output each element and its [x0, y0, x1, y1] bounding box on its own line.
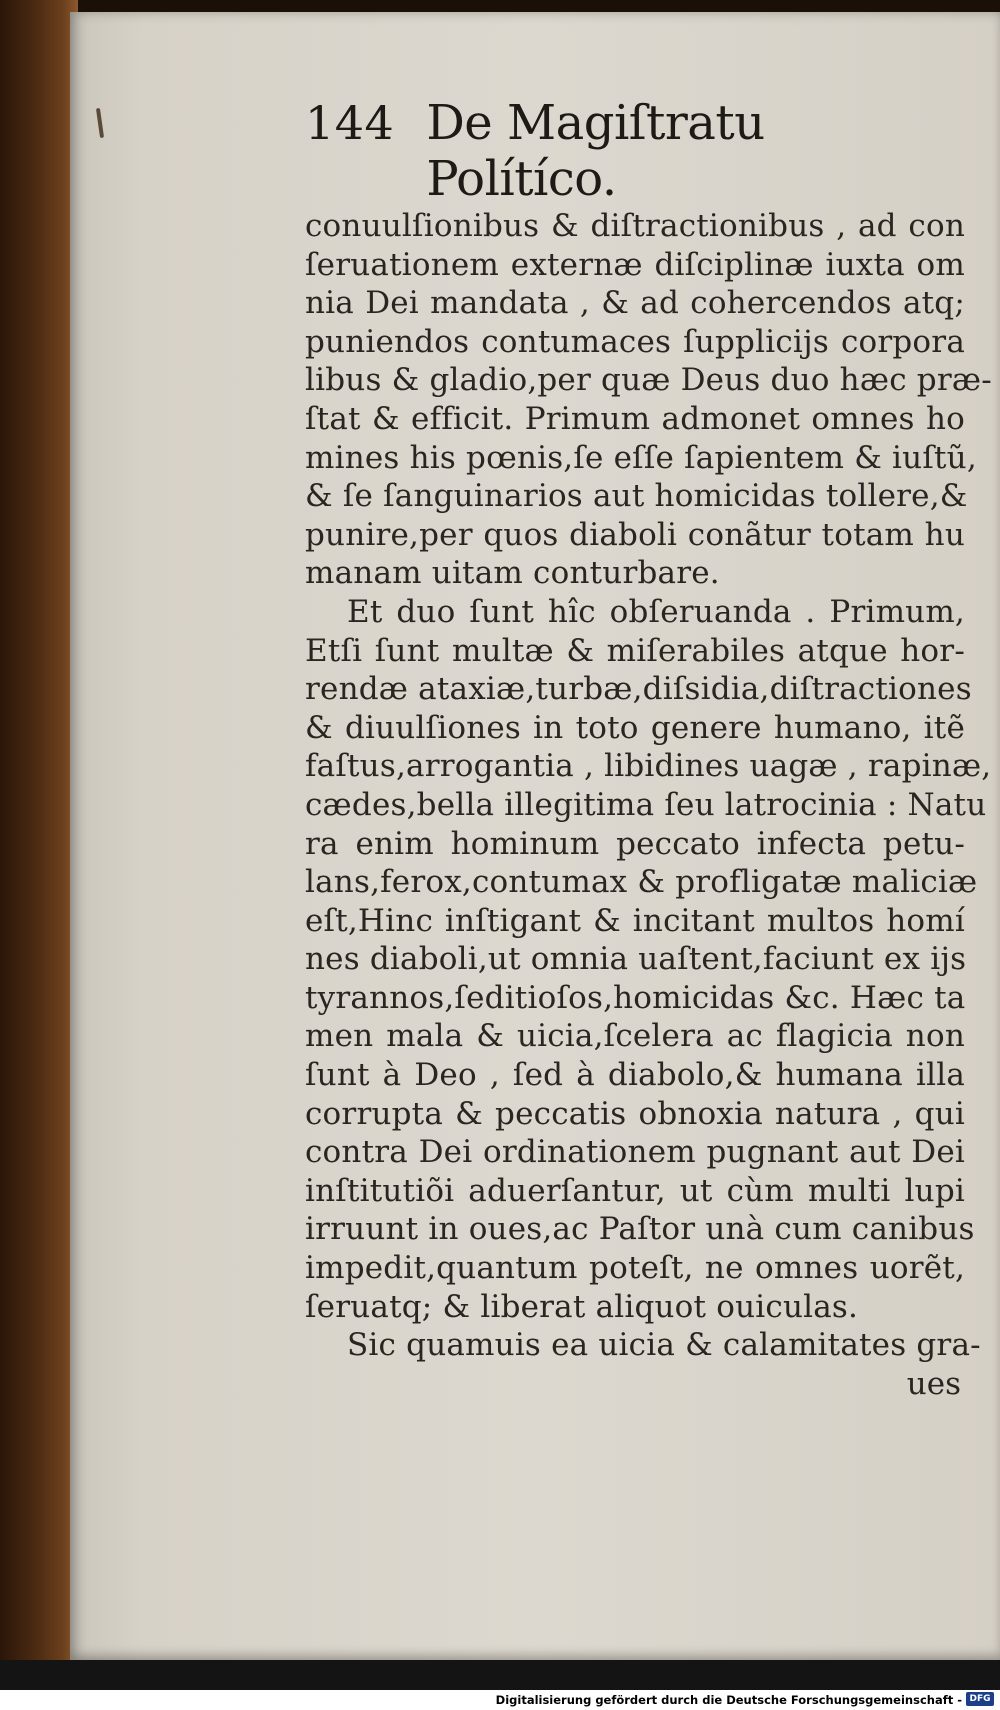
paragraph-1	[305, 207, 992, 593]
book-spine-edge	[0, 0, 78, 1690]
text-line: Etſi ſunt multæ & miſerabiles atque hor-	[305, 632, 965, 669]
text-line: libus & gladio,per quæ Deus duo hæc præ-	[305, 362, 992, 399]
text-line: puniendos contumaces ſupplicijs corpora	[305, 323, 965, 360]
catchword: ues	[906, 1365, 961, 1402]
text-line: ſtat & efficit. Primum admonet omnes ho	[305, 400, 965, 437]
paragraph-3	[305, 1326, 981, 1365]
page-header	[305, 95, 965, 207]
text-line: impedit,quantum poteſt, ne omnes uorẽt,	[305, 1250, 965, 1287]
text-line: corrupta & peccatis obnoxia natura , qui	[305, 1095, 965, 1132]
text-line: mines his pœnis,ſe eſſe ſapientem & iuſtũ,	[305, 439, 977, 476]
text-line: ra enim hominum peccato infecta petu-	[305, 825, 965, 862]
text-line: Et duo ſunt hîc obſeruanda . Primum,	[347, 593, 965, 630]
dfg-logo: DFG	[966, 1692, 994, 1706]
text-line: ſeruationem externæ diſciplinæ iuxta om	[305, 246, 965, 283]
text-line: faſtus,arrogantia , libidines uagæ , rapinæ,	[305, 748, 992, 785]
text-line: ſunt à Deo , ſed à diabolo,& humana illa	[305, 1057, 965, 1094]
text-line: rendæ ataxiæ,turbæ,diſsidia,diſtractiones	[305, 671, 972, 708]
text-line: manam uitam conturbare.	[305, 555, 720, 592]
text-line: & diuulſiones in toto genere humano, itẽ	[305, 709, 965, 746]
text-line: nia Dei mandata , & ad cohercendos atq;	[305, 285, 965, 322]
funding-credit: Digitalisierung gefördert durch die Deutsche Forschungsgemeinschaft -	[495, 1693, 962, 1707]
scan-bottom-border	[0, 1660, 1000, 1690]
text-line: inſtitutiõi aduerſantur, ut cùm multi lupi	[305, 1172, 965, 1209]
text-line: contra Dei ordinationem pugnant aut Dei	[305, 1134, 965, 1171]
text-line: nes diaboli,ut omnia uaſtent,faciunt ex ijs	[305, 941, 967, 978]
page-number: 144	[305, 96, 395, 150]
text-line: irruunt in oues,ac Paſtor unà cum canibus	[305, 1211, 975, 1248]
text-line: punire,per quos diaboli conãtur totam hu	[305, 516, 965, 553]
text-line: lans,ferox,contumax & profligatæ maliciæ	[305, 864, 978, 901]
text-line: Sic quamuis ea uicia & calamitates gra-	[347, 1327, 981, 1364]
text-line: tyrannos,ſeditioſos,homicidas &c. Hæc ta	[305, 979, 966, 1016]
paragraph-2	[305, 593, 992, 1326]
text-line: ſeruatq; & liberat aliquot ouiculas.	[305, 1288, 859, 1325]
running-title: De Magiſtratu Polítíco.	[426, 95, 765, 207]
text-line: men mala & uicia,ſcelera ac flagicia non	[305, 1018, 965, 1055]
text-line: eſt,Hinc inſtigant & incitant multos homí	[305, 902, 965, 939]
text-line: conuulſionibus & diſtractionibus , ad con	[305, 208, 965, 244]
page-text-block	[305, 95, 992, 1403]
text-line: cædes,bella illegitima ſeu latrocinia : Natu	[305, 786, 987, 823]
text-line: & ſe ſanguinarios aut homicidas tollere,&	[305, 478, 968, 515]
